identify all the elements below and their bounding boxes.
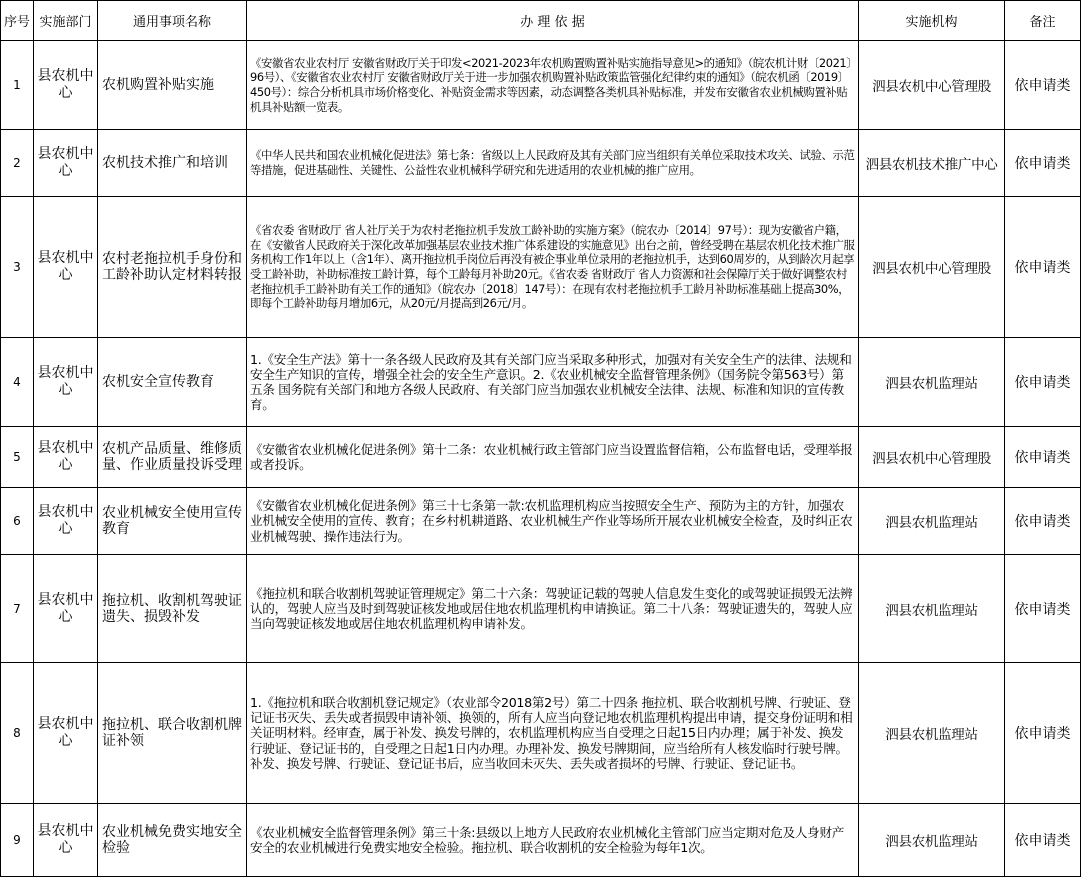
table-row (1, 555, 1081, 663)
row-dept: 县农机中心 (34, 197, 98, 338)
row-seq: 5 (1, 427, 34, 488)
row-name: 农机技术推广和培训 (98, 130, 247, 197)
table-row (1, 663, 1081, 804)
header-seq: 序号 (1, 1, 34, 41)
header-dept: 实施部门 (34, 1, 98, 41)
row-org: 泗县农机技术推广中心 (859, 130, 1005, 197)
row-org: 泗县农机监理站 (859, 338, 1005, 427)
table-header-row (1, 1, 1081, 41)
row-dept: 县农机中心 (34, 338, 98, 427)
row-note: 依申请类 (1005, 488, 1081, 555)
row-name: 农村老拖拉机手身份和工龄补助认定材料转报 (98, 197, 247, 338)
row-name: 农业机械免费实地安全检验 (98, 804, 247, 877)
row-seq: 3 (1, 197, 34, 338)
row-seq: 7 (1, 555, 34, 663)
row-basis: 《安徽省农业机械化促进条例》第三十七条第一款:农机监理机构应当按照安全生产、预防为主的方针，加强农业机械安全使用的宣传、教育；在乡村机耕道路、农业机械生产作业等场所开展农业机械安全检查，及时纠正农业机械驾驶、操作违法行为。 (247, 488, 859, 555)
row-name: 农机购置补贴实施 (98, 41, 247, 130)
row-org: 泗县农机中心管理股 (859, 427, 1005, 488)
row-dept: 县农机中心 (34, 488, 98, 555)
row-basis: 1.《拖拉机和联合收割机登记规定》（农业部令2018第2号）第二十四条 拖拉机、联合收割机号牌、行驶证、登记证书灭失、丢失或者损毁申请补领、换领的，所有人应当向登记地农机监理机构提出申请，提交身份证明和相关证明材料。经审查，属于补发、换发号牌的，农机监理机构应当自受理之日起15日内办理；属于补发、换发行驶证、登记证书的，自受理之日起1日内办理。办理补发、换发号牌期间，应当给所有人核发临时行驶号牌。补发、换发号牌、行驶证、登记证书后，应当收回未灭失、丢失或者损坏的号牌、行驶证、登记证书。 (247, 663, 859, 804)
header-name: 通用事项名称 (98, 1, 247, 41)
row-name: 农机产品质量、维修质量、作业质量投诉受理 (98, 427, 247, 488)
row-dept: 县农机中心 (34, 41, 98, 130)
row-note: 依申请类 (1005, 130, 1081, 197)
row-basis: 《安徽省农业机械化促进条例》第十二条：农业机械行政主管部门应当设置监督信箱，公布监督电话，受理举报或者投诉。 (247, 427, 859, 488)
row-note: 依申请类 (1005, 555, 1081, 663)
row-basis: 1.《安全生产法》第十一条各级人民政府及其有关部门应当采取多种形式，加强对有关安全生产的法律、法规和安全生产知识的宣传，增强全社会的安全生产意识。2.《农业机械安全监督管理条例》（国务院令第563号）第五条 国务院有关部门和地方各级人民政府、有关部门应当加强农业机械安全法律、法规、标准和知识的宣传教育。 (247, 338, 859, 427)
row-basis: 《中华人民共和国农业机械化促进法》第七条：省级以上人民政府及其有关部门应当组织有关单位采取技术攻关、试验、示范等措施，促进基础性、关键性、公益性农业机械科学研究和先进适用的农业机械的推广应用。 (247, 130, 859, 197)
table-row (1, 338, 1081, 427)
table-row (1, 804, 1081, 877)
row-org: 泗县农机监理站 (859, 804, 1005, 877)
row-seq: 4 (1, 338, 34, 427)
table-row (1, 197, 1081, 338)
row-note: 依申请类 (1005, 41, 1081, 130)
row-note: 依申请类 (1005, 338, 1081, 427)
row-dept: 县农机中心 (34, 427, 98, 488)
row-dept: 县农机中心 (34, 555, 98, 663)
header-note: 备注 (1005, 1, 1081, 41)
row-org: 泗县农机监理站 (859, 663, 1005, 804)
row-name: 拖拉机、联合收割机牌证补领 (98, 663, 247, 804)
header-basis: 办 理 依 据 (247, 1, 859, 41)
table-row (1, 427, 1081, 488)
row-basis: 《拖拉机和联合收割机驾驶证管理规定》第二十六条：驾驶证记载的驾驶人信息发生变化的或驾驶证损毁无法辨认的，驾驶人应当及时到驾驶证核发地或居住地农机监理机构申请换证。第二十八条：驾驶证遗失的，驾驶人应当向驾驶证核发地或居住地农机监理机构申请补发。 (247, 555, 859, 663)
row-org: 泗县农机监理站 (859, 488, 1005, 555)
table-row (1, 41, 1081, 130)
table-row (1, 130, 1081, 197)
row-name: 农业机械安全使用宣传教育 (98, 488, 247, 555)
row-org: 泗县农机中心管理股 (859, 197, 1005, 338)
row-note: 依申请类 (1005, 804, 1081, 877)
header-org: 实施机构 (859, 1, 1005, 41)
row-basis: 《省农委 省财政厅 省人社厅关于为农村老拖拉机手发放工龄补助的实施方案》（皖农办〔2014〕97号）：现为安徽省户籍，在《安徽省人民政府关于深化改革加强基层农业技术推广体系建设的实施意见》出台之前，曾经受聘在基层农机化技术推广服务机构工作1年以上（含1年）、离开拖拉机手岗位后再没有被企事业单位录用的老拖拉机手，达到60周岁的，从到龄次月起享受工龄补助，补助标准按工龄计算，每个工龄每月补助20元。《省农委 省财政厅 省人力资源和社会保障厅关于做好调整农村老拖拉机手工龄补助有关工作的通知》（皖农办〔2018〕147号）：在现有农村老拖拉机手工龄月补助标准基础上提高30%，即每个工龄补助每月增加6元，从20元/月提高到26元/月。 (247, 197, 859, 338)
row-note: 依申请类 (1005, 197, 1081, 338)
row-org: 泗县农机监理站 (859, 555, 1005, 663)
row-basis: 《安徽省农业农村厅 安徽省财政厅关于印发<2021-2023年农机购置购置补贴实施指导意见>的通知》（皖农机计财〔2021〕96号）、《安徽省农业农村厅 安徽省财政厅关于进一步加强农机购置补贴政策监管强化纪律约束的通知》（皖农机函〔2019〕450号）：综合分析机具市场价格变化、补贴资金需求等因素，动态调整各类机具补贴标准，并发布安徽省农业机械购置补贴机具补贴额一览表。 (247, 41, 859, 130)
row-dept: 县农机中心 (34, 804, 98, 877)
row-name: 拖拉机、收割机驾驶证遗失、损毁补发 (98, 555, 247, 663)
row-name: 农机安全宣传教育 (98, 338, 247, 427)
row-seq: 9 (1, 804, 34, 877)
row-note: 依申请类 (1005, 427, 1081, 488)
row-org: 泗县农机中心管理股 (859, 41, 1005, 130)
row-basis: 《农业机械安全监督管理条例》第三十条:县级以上地方人民政府农业机械化主管部门应当定期对危及人身财产安全的农业机械进行免费实地安全检验。拖拉机、联合收割机的安全检验为每年1次。 (247, 804, 859, 877)
row-seq: 1 (1, 41, 34, 130)
row-seq: 2 (1, 130, 34, 197)
row-seq: 8 (1, 663, 34, 804)
row-seq: 6 (1, 488, 34, 555)
row-note: 依申请类 (1005, 663, 1081, 804)
table-row (1, 488, 1081, 555)
row-dept: 县农机中心 (34, 130, 98, 197)
row-dept: 县农机中心 (34, 663, 98, 804)
